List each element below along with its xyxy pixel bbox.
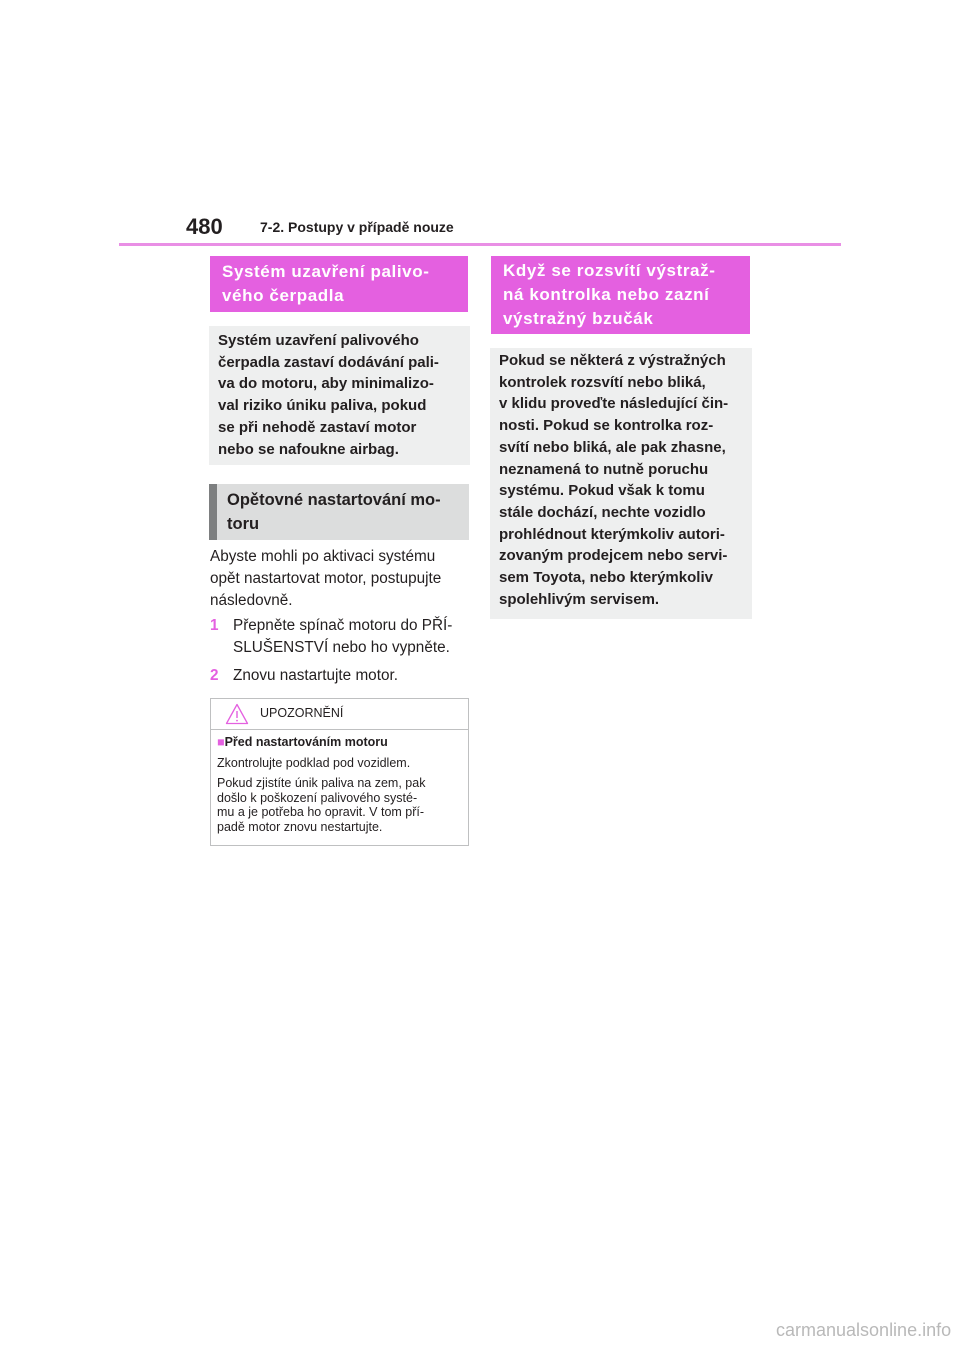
warning-label: UPOZORNĚNÍ — [260, 706, 344, 720]
warning-subtitle — [217, 735, 460, 750]
warning-line: Pokud zjistíte únik paliva na zem, pak — [217, 776, 426, 790]
desc-line: zovaným prodejcem nebo servi- — [499, 547, 728, 565]
heading-line: Opětovné nastartování mo- — [227, 491, 441, 509]
warning-line: padě motor znovu nestartujte. — [217, 819, 383, 834]
heading-line: toru — [227, 515, 260, 533]
step-text — [233, 665, 473, 687]
desc-line: Systém uzavření palivového — [218, 332, 419, 349]
desc-line: neznamená to nutně poruchu — [499, 460, 709, 478]
header-rule — [119, 243, 841, 246]
desc-line: spolehlivým servisem. — [499, 590, 660, 608]
warning-subtitle-text: Před nastartováním motoru — [224, 735, 388, 749]
warning-header — [211, 699, 468, 730]
intro-line: následovně. — [210, 592, 293, 609]
warning-paragraph — [217, 776, 460, 834]
desc-line: va do motoru, aby minimalizo- — [218, 375, 434, 393]
desc-line: svítí nebo bliká, ale pak zhasne, — [499, 438, 726, 456]
heading-line: Systém uzavření palivo- — [222, 262, 430, 281]
warning-light-description — [490, 348, 752, 619]
step-text — [233, 615, 473, 659]
step-number: 2 — [210, 667, 219, 684]
desc-line: systému. Pokud však k tomu — [499, 482, 705, 500]
section-title: 7-2. Postupy v případě nouze — [260, 219, 454, 235]
desc-line: se při nehodě zastaví motor — [218, 418, 417, 436]
bullet-square: ■ — [217, 735, 225, 749]
warning-paragraph: Zkontrolujte podklad pod vozidlem. — [217, 755, 411, 770]
warning-triangle-icon — [225, 703, 249, 725]
page-number: 480 — [186, 214, 223, 239]
desc-line: nebo se nafoukne airbag. — [218, 440, 399, 458]
fuel-pump-description — [209, 326, 470, 465]
warning-body — [211, 730, 468, 834]
restart-intro — [210, 546, 441, 612]
warning-line: došlo k poškození palivového systé- — [217, 790, 418, 805]
desc-line: kontrolek rozsvítí nebo bliká, — [499, 373, 706, 391]
heading-line: vého čerpadla — [222, 286, 345, 305]
desc-line: val riziko úniku paliva, pokud — [218, 397, 427, 415]
desc-line: čerpadla zastaví dodávání pali- — [218, 353, 439, 371]
warning-box — [210, 698, 469, 846]
step-line: SLUŠENSTVÍ nebo ho vypněte. — [233, 639, 450, 656]
desc-line: sem Toyota, nebo kterýmkoliv — [499, 569, 713, 587]
heading-line: ná kontrolka nebo zazní — [503, 285, 710, 304]
heading-line: výstražný bzučák — [503, 309, 654, 328]
desc-line: stále dochází, nechte vozidlo — [499, 503, 706, 521]
heading-line: Když se rozsvítí výstraž- — [503, 261, 716, 280]
warning-light-heading — [491, 256, 750, 334]
fuel-pump-heading — [210, 256, 468, 312]
step-line: Přepněte spínač motoru do PŘÍ- — [233, 617, 453, 634]
intro-line: Abyste mohli po aktivaci systému — [210, 548, 436, 565]
intro-line: opět nastartovat motor, postupujte — [210, 570, 442, 587]
desc-line: Pokud se některá z výstražných — [499, 352, 726, 369]
step-number: 1 — [210, 617, 219, 634]
restart-heading — [209, 484, 469, 540]
desc-line: nosti. Pokud se kontrolka roz- — [499, 417, 714, 435]
warning-line: mu a je potřeba ho opravit. V tom pří- — [217, 805, 425, 819]
watermark: carmanualsonline.info — [776, 1320, 952, 1340]
desc-line: prohlédnout kterýmkoliv autori- — [499, 525, 725, 543]
step-line: Znovu nastartujte motor. — [233, 667, 398, 684]
desc-line: v klidu proveďte následující čin- — [499, 395, 729, 413]
